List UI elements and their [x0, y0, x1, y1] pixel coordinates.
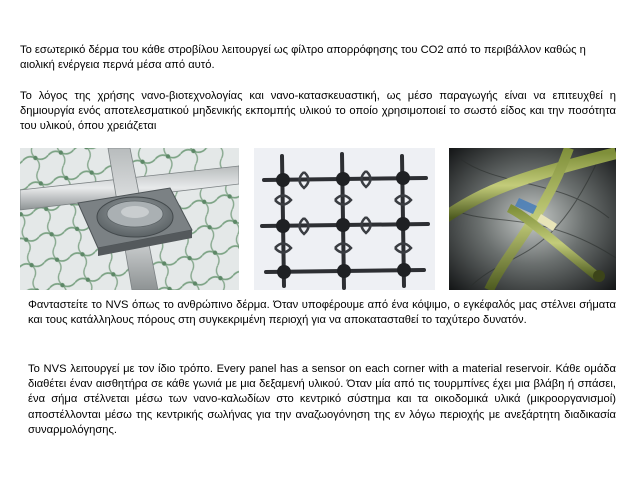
tube-regeneration-render	[449, 148, 616, 290]
nvs-operation-paragraph: Το NVS λειτουργεί με τον ίδιο τρόπο. Every panel has a sensor on each corner with a material reservoir. Κάθε ομάδα διαθέτει έναν αισθητήρα σε κάθε γωνιά με μια δεξαμενή υλικού. Όταν μία από τις τουρμπίνες έχει μια βλάβη ή σπάσει, ένα σήμα στέλνεται μέσω των νανο-καλωδίων στο κεντρικό σύστημα και τα οικοδομικά υλικά (μικροοργανισμοί) αποστέλλονται μέσω της κεντρικής σωλήνας για την αναζωογόνηση της εν λόγω περιοχής με ανεξάρτητη διαδικασία συναρμολόγησης.	[28, 363, 616, 436]
nanotech-paragraph: Το λόγος της χρήσης νανο-βιοτεχνολογίας και νανο-κατασκευαστική, ως μέσο παραγωγής είναι να επιτευχθεί η δημιουργία ενός αποτελεσματικού μηδενικής εκπομπής υλικού το οποίο χρησιμοποιεί το σωστό είδος και την ποσότητα του υλικού, όπου χρειάζεται	[20, 90, 616, 133]
intro-paragraph: Το εσωτερικό δέρμα του κάθε στροβίλου λειτουργεί ως φίλτρο απορρόφησης του CO2 από το περιβάλλον καθώς η αιολική ενέργεια περνά μέσα από αυτό.	[20, 44, 586, 72]
nano-wire-lattice-render	[254, 148, 435, 290]
human-skin-paragraph: Φανταστείτε το NVS όπως το ανθρώπινο δέρμα. Όταν υποφέρουμε από ένα κόψιμο, ο εγκέφαλός μας στέλνει σήματα και τους κατάλληλους πόρους στη συγκεκριμένη περιοχή για να αποκατασταθεί το ταχύτερο δυνατόν.	[28, 299, 616, 327]
sensor-node-render	[20, 148, 239, 290]
